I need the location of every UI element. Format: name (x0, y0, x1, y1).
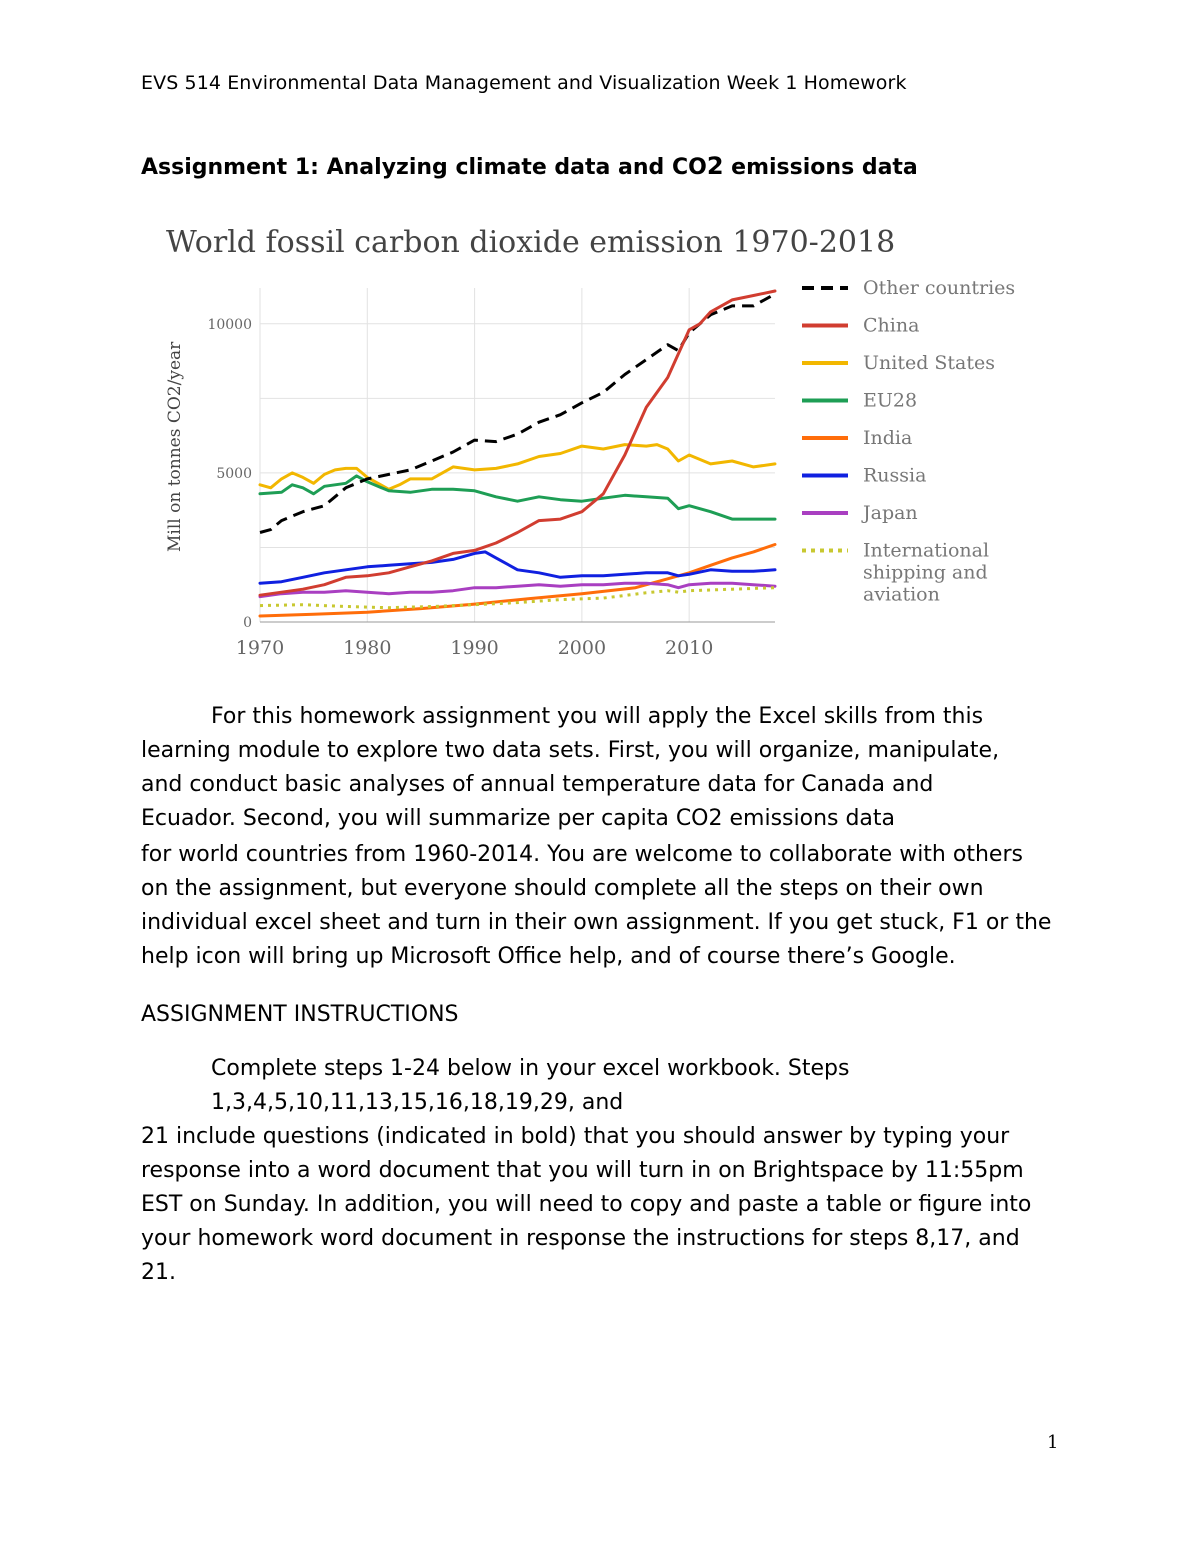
series-line-eu28 (260, 476, 775, 519)
intro-line: learning module to explore two data sets. First, you will organize, manipulate, (141, 738, 1000, 763)
series-line-united-states (260, 445, 775, 490)
instructions-line: 21. (141, 1260, 176, 1285)
x-tick-labels (236, 637, 714, 659)
legend-label: Russia (863, 464, 927, 487)
instructions-line: 21 include questions (indicated in bold) that you should answer by typing your (141, 1124, 1010, 1149)
legend-label: International shipping and aviation (863, 539, 990, 606)
y-tick-label: 0 (243, 615, 252, 631)
series-line-russia (260, 552, 775, 583)
series-line-china (260, 291, 775, 595)
legend-label: Japan (863, 502, 918, 524)
title-prefix: Assignment 1: Analyzing climate data and CO (141, 155, 707, 180)
instructions-heading: ASSIGNMENT INSTRUCTIONS (141, 1002, 459, 1027)
instructions-line: response into a word document that you will turn in on Brightspace by 11:55pm (141, 1158, 1024, 1183)
instructions-line: EST on Sunday. In addition, you will need to copy and paste a table or figure into (141, 1192, 1032, 1217)
instructions-paragraph (141, 1052, 1071, 1290)
title-suffix: emissions data (723, 155, 918, 180)
x-tick-label: 1980 (343, 637, 392, 659)
intro-line: and conduct basic analyses of annual temperature data for Canada and (141, 772, 934, 797)
page-number: 1 (1047, 1432, 1059, 1453)
legend-label: India (863, 427, 913, 449)
instructions-line: 1,3,4,5,10,11,13,15,16,18,19,29, and (211, 1090, 624, 1115)
chart-legend (802, 277, 1015, 606)
intro-paragraph (141, 700, 1071, 974)
chart-title: World fossil carbon dioxide emission 1970-2018 (166, 225, 896, 260)
x-tick-label: 1990 (450, 637, 499, 659)
x-tick-label: 1970 (235, 637, 285, 659)
legend-label: EU28 (863, 389, 918, 412)
legend-label: United States (863, 352, 996, 374)
x-tick-label: 2000 (557, 637, 607, 659)
series-line-japan (260, 583, 775, 597)
y-tick-label: 5000 (216, 465, 252, 482)
intro-line: for world countries from 1960-2014. You are welcome to collaborate with others (141, 842, 1023, 867)
intro-line: For this homework assignment you will apply the Excel skills from this (211, 704, 984, 729)
legend-label: Other countries (863, 277, 1016, 299)
page-header: EVS 514 Environmental Data Management and Visualization Week 1 Homework (141, 72, 907, 94)
x-tick-label: 2010 (664, 637, 714, 659)
intro-line: Ecuador. Second, you will summarize per capita CO2 emissions data (141, 806, 896, 831)
intro-line: individual excel sheet and turn in their own assignment. If you get stuck, F1 or the (141, 910, 1052, 935)
y-tick-label: 10000 (207, 316, 252, 333)
title-subscript: 2 (706, 152, 724, 180)
assignment-title (141, 152, 918, 180)
intro-line: on the assignment, but everyone should complete all the steps on their own (141, 876, 984, 901)
emissions-chart (140, 212, 1020, 672)
intro-line: help icon will bring up Microsoft Office help, and of course there’s Google. (141, 944, 956, 969)
legend-label: China (863, 314, 920, 337)
instructions-line: your homework word document in response the instructions for steps 8,17, and (141, 1226, 1020, 1251)
chart-series (260, 291, 775, 616)
y-axis-label: Mill on tonnes CO2/year (165, 341, 185, 552)
y-tick-labels (207, 317, 252, 631)
series-line-other-countries (260, 294, 775, 533)
instructions-line: Complete steps 1-24 below in your excel workbook. Steps (211, 1056, 850, 1081)
